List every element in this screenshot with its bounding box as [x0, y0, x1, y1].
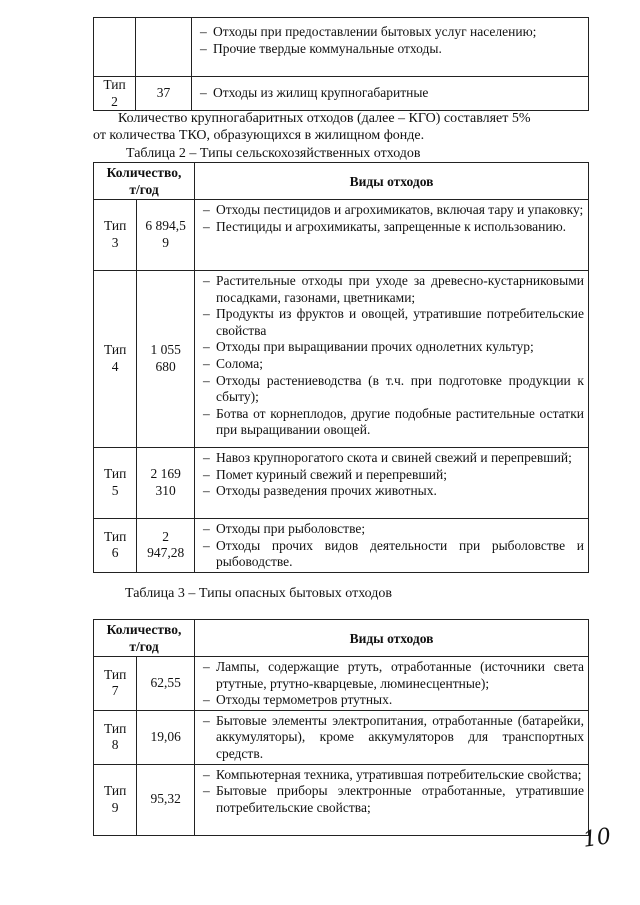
table-row	[94, 657, 589, 711]
list-item: – Отходы при рыболовстве;	[203, 521, 584, 538]
list-item: – Компьютерная техника, утратившая потребительские свойства;	[203, 767, 584, 784]
table-row	[94, 77, 589, 111]
quantity-cell: 6 894,5 9	[137, 200, 195, 271]
list-item: – Отходы прочих видов деятельности при рыболовстве и рыбоводстве.	[203, 538, 584, 571]
kinds-cell	[192, 18, 589, 77]
type-cell: Тип 3	[94, 200, 137, 271]
type-cell	[94, 18, 136, 77]
quantity-cell: 19,06	[137, 710, 195, 764]
type-cell: Тип 7	[94, 657, 137, 711]
type-cell: Тип 5	[94, 448, 137, 519]
kinds-cell	[195, 271, 589, 448]
table-header-row	[94, 620, 589, 657]
type-cell: Тип 6	[94, 519, 137, 573]
table2-caption: Таблица 2 – Типы сельскохозяйственных отходов	[126, 146, 421, 161]
table-header-row	[94, 163, 589, 200]
list-item: – Бытовые приборы электронные отработанные, утратившие потребительские свойства;	[203, 783, 584, 816]
list-item: – Бытовые элементы электропитания, отработанные (батарейки, аккумуляторы), кроме аккумуляторов для транспортных средств.	[203, 713, 584, 763]
list-item: – Навоз крупнорогатого скота и свиней свежий и перепревший;	[203, 450, 584, 467]
table-row	[94, 200, 589, 271]
kinds-cell	[195, 710, 589, 764]
table-row	[94, 710, 589, 764]
list-item: – Прочие твердые коммунальные отходы.	[200, 41, 584, 58]
quantity-cell: 2 947,28	[137, 519, 195, 573]
type-cell: Тип 4	[94, 271, 137, 448]
list-item: – Отходы термометров ртутных.	[203, 692, 584, 709]
list-item: – Отходы растениеводства (в т.ч. при подготовке продукции к сбыту);	[203, 373, 584, 406]
kinds-cell	[195, 764, 589, 835]
kinds-cell	[195, 448, 589, 519]
table-row	[94, 764, 589, 835]
table3-caption: Таблица 3 – Типы опасных бытовых отходов	[125, 586, 392, 601]
list-item: – Ботва от корнеплодов, другие подобные растительные остатки при выращивании овощей.	[203, 406, 584, 439]
header-quantity: Количество, т/год	[94, 163, 195, 200]
table-household-waste-continued	[93, 17, 589, 111]
page-number: 10	[581, 824, 613, 853]
table-row	[94, 271, 589, 448]
list-item: – Лампы, содержащие ртуть, отработанные (источники света ртутные, ртутно-кварцевые, люминесцентные);	[203, 659, 584, 692]
quantity-cell	[136, 18, 192, 77]
type-cell: Тип 9	[94, 764, 137, 835]
list-item: – Помет куриный свежий и перепревший;	[203, 467, 584, 484]
header-quantity: Количество, т/год	[94, 620, 195, 657]
header-kinds: Виды отходов	[195, 620, 589, 657]
list-item: – Отходы при предоставлении бытовых услуг населению;	[200, 24, 584, 41]
type-cell: Тип 8	[94, 710, 137, 764]
list-item: – Отходы при выращивании прочих однолетних культур;	[203, 339, 584, 356]
table-row	[94, 448, 589, 519]
table-row	[94, 519, 589, 573]
kinds-cell	[195, 657, 589, 711]
kinds-cell	[195, 519, 589, 573]
quantity-cell: 95,32	[137, 764, 195, 835]
list-item: – Отходы пестицидов и агрохимикатов, включая тару и упаковку;	[203, 202, 584, 219]
list-item: – Отходы разведения прочих животных.	[203, 483, 584, 500]
list-item: – Растительные отходы при уходе за древесно-кустарниковыми посадками, газонами, цветниками;	[203, 273, 584, 306]
kinds-cell	[192, 77, 589, 111]
table-agricultural-waste	[93, 162, 589, 573]
header-kinds: Виды отходов	[195, 163, 589, 200]
list-item: – Пестициды и агрохимикаты, запрещенные к использованию.	[203, 219, 584, 236]
list-item: – Отходы из жилищ крупногабаритные	[200, 85, 584, 102]
kinds-cell	[195, 200, 589, 271]
quantity-cell: 1 055 680	[137, 271, 195, 448]
table-hazardous-household-waste	[93, 619, 589, 836]
list-item: – Продукты из фруктов и овощей, утратившие потребительские свойства	[203, 306, 584, 339]
quantity-cell: 37	[136, 77, 192, 111]
paragraph-kgo-line2: от количества ТКО, образующихся в жилищном фонде.	[93, 128, 425, 143]
quantity-cell: 62,55	[137, 657, 195, 711]
type-cell: Тип 2	[94, 77, 136, 111]
list-item: – Солома;	[203, 356, 584, 373]
paragraph-kgo: Количество крупногабаритных отходов (далее – КГО) составляет 5%	[118, 111, 531, 126]
quantity-cell: 2 169 310	[137, 448, 195, 519]
table-row	[94, 18, 589, 77]
